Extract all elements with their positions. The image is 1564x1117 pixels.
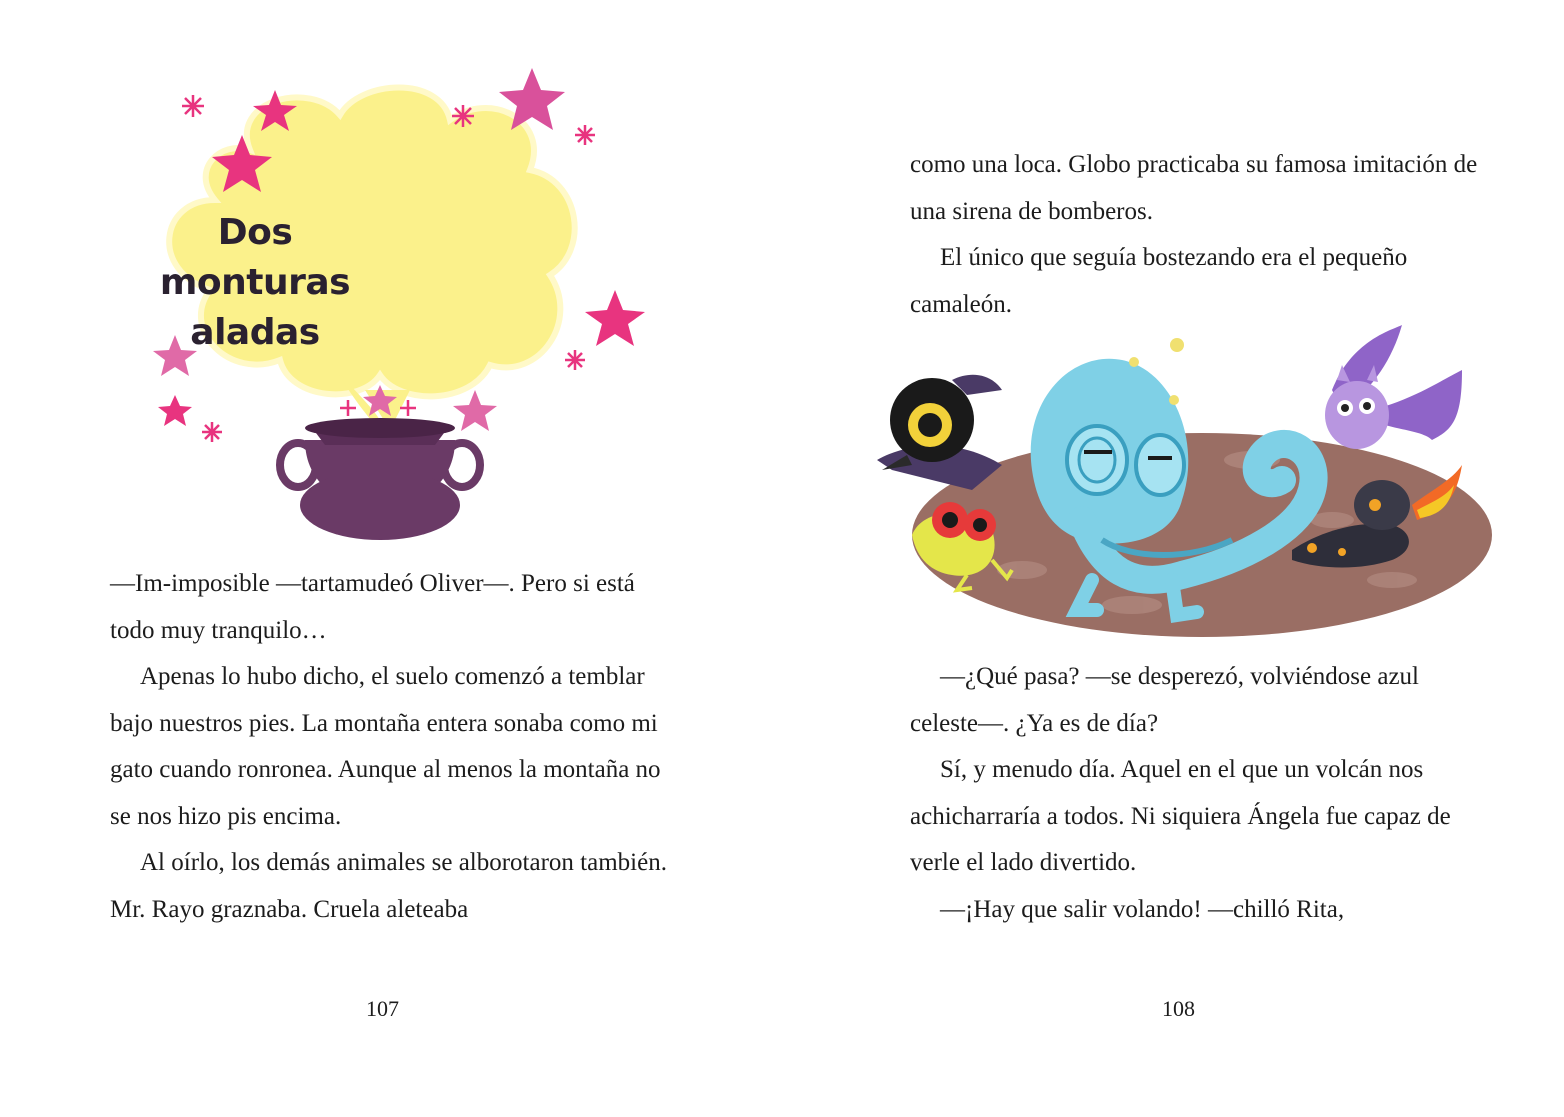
left-page-body-text [110, 561, 670, 933]
chapter-number: 11 [230, 471, 272, 517]
crow-icon [877, 375, 1002, 490]
right-page-body-text-bottom [910, 654, 1490, 933]
cauldron-icon [280, 418, 480, 540]
paragraph: como una loca. Globo practicaba su famosa imitación de una sirena de bomberos. [910, 151, 1478, 225]
chapter-title-line-1: Dos monturas [159, 212, 351, 303]
page-number-right: 108 [1162, 996, 1195, 1021]
chapter-title [120, 208, 390, 358]
animals-illustration [872, 320, 1492, 650]
paragraph: El único que seguía bostezando era el pequeño camaleón. [910, 244, 1408, 318]
paragraph: —¿Qué pasa? —se desperezó, volviéndose azul celeste—. ¿Ya es de día? [910, 663, 1419, 737]
paragraph: Al oírlo, los demás animales se alborotaron también. Mr. Rayo graznaba. Cruela aleteaba [110, 849, 667, 923]
paragraph: —Im-imposible —tartamudeó Oliver—. Pero si está todo muy tranquilo… [110, 570, 635, 644]
bat-icon [1325, 325, 1462, 449]
paragraph: —¡Hay que salir volando! —chilló Rita, [940, 895, 1345, 923]
page-number-left: 107 [366, 996, 399, 1021]
paragraph: Apenas lo hubo dicho, el suelo comenzó a temblar bajo nuestros pies. La montaña entera sonaba como mi gato cuando ronronea. Aunque al menos la montaña no se nos hizo pis encima. [110, 663, 661, 830]
right-page [782, 0, 1564, 1117]
chapter-title-line-2: aladas [190, 312, 320, 353]
paragraph: Sí, y menudo día. Aquel en el que un volcán nos achicharraría a todos. Ni siquiera Ángela fue capaz de verle el lado divertido. [910, 756, 1451, 876]
right-page-body-text-top [910, 142, 1490, 328]
